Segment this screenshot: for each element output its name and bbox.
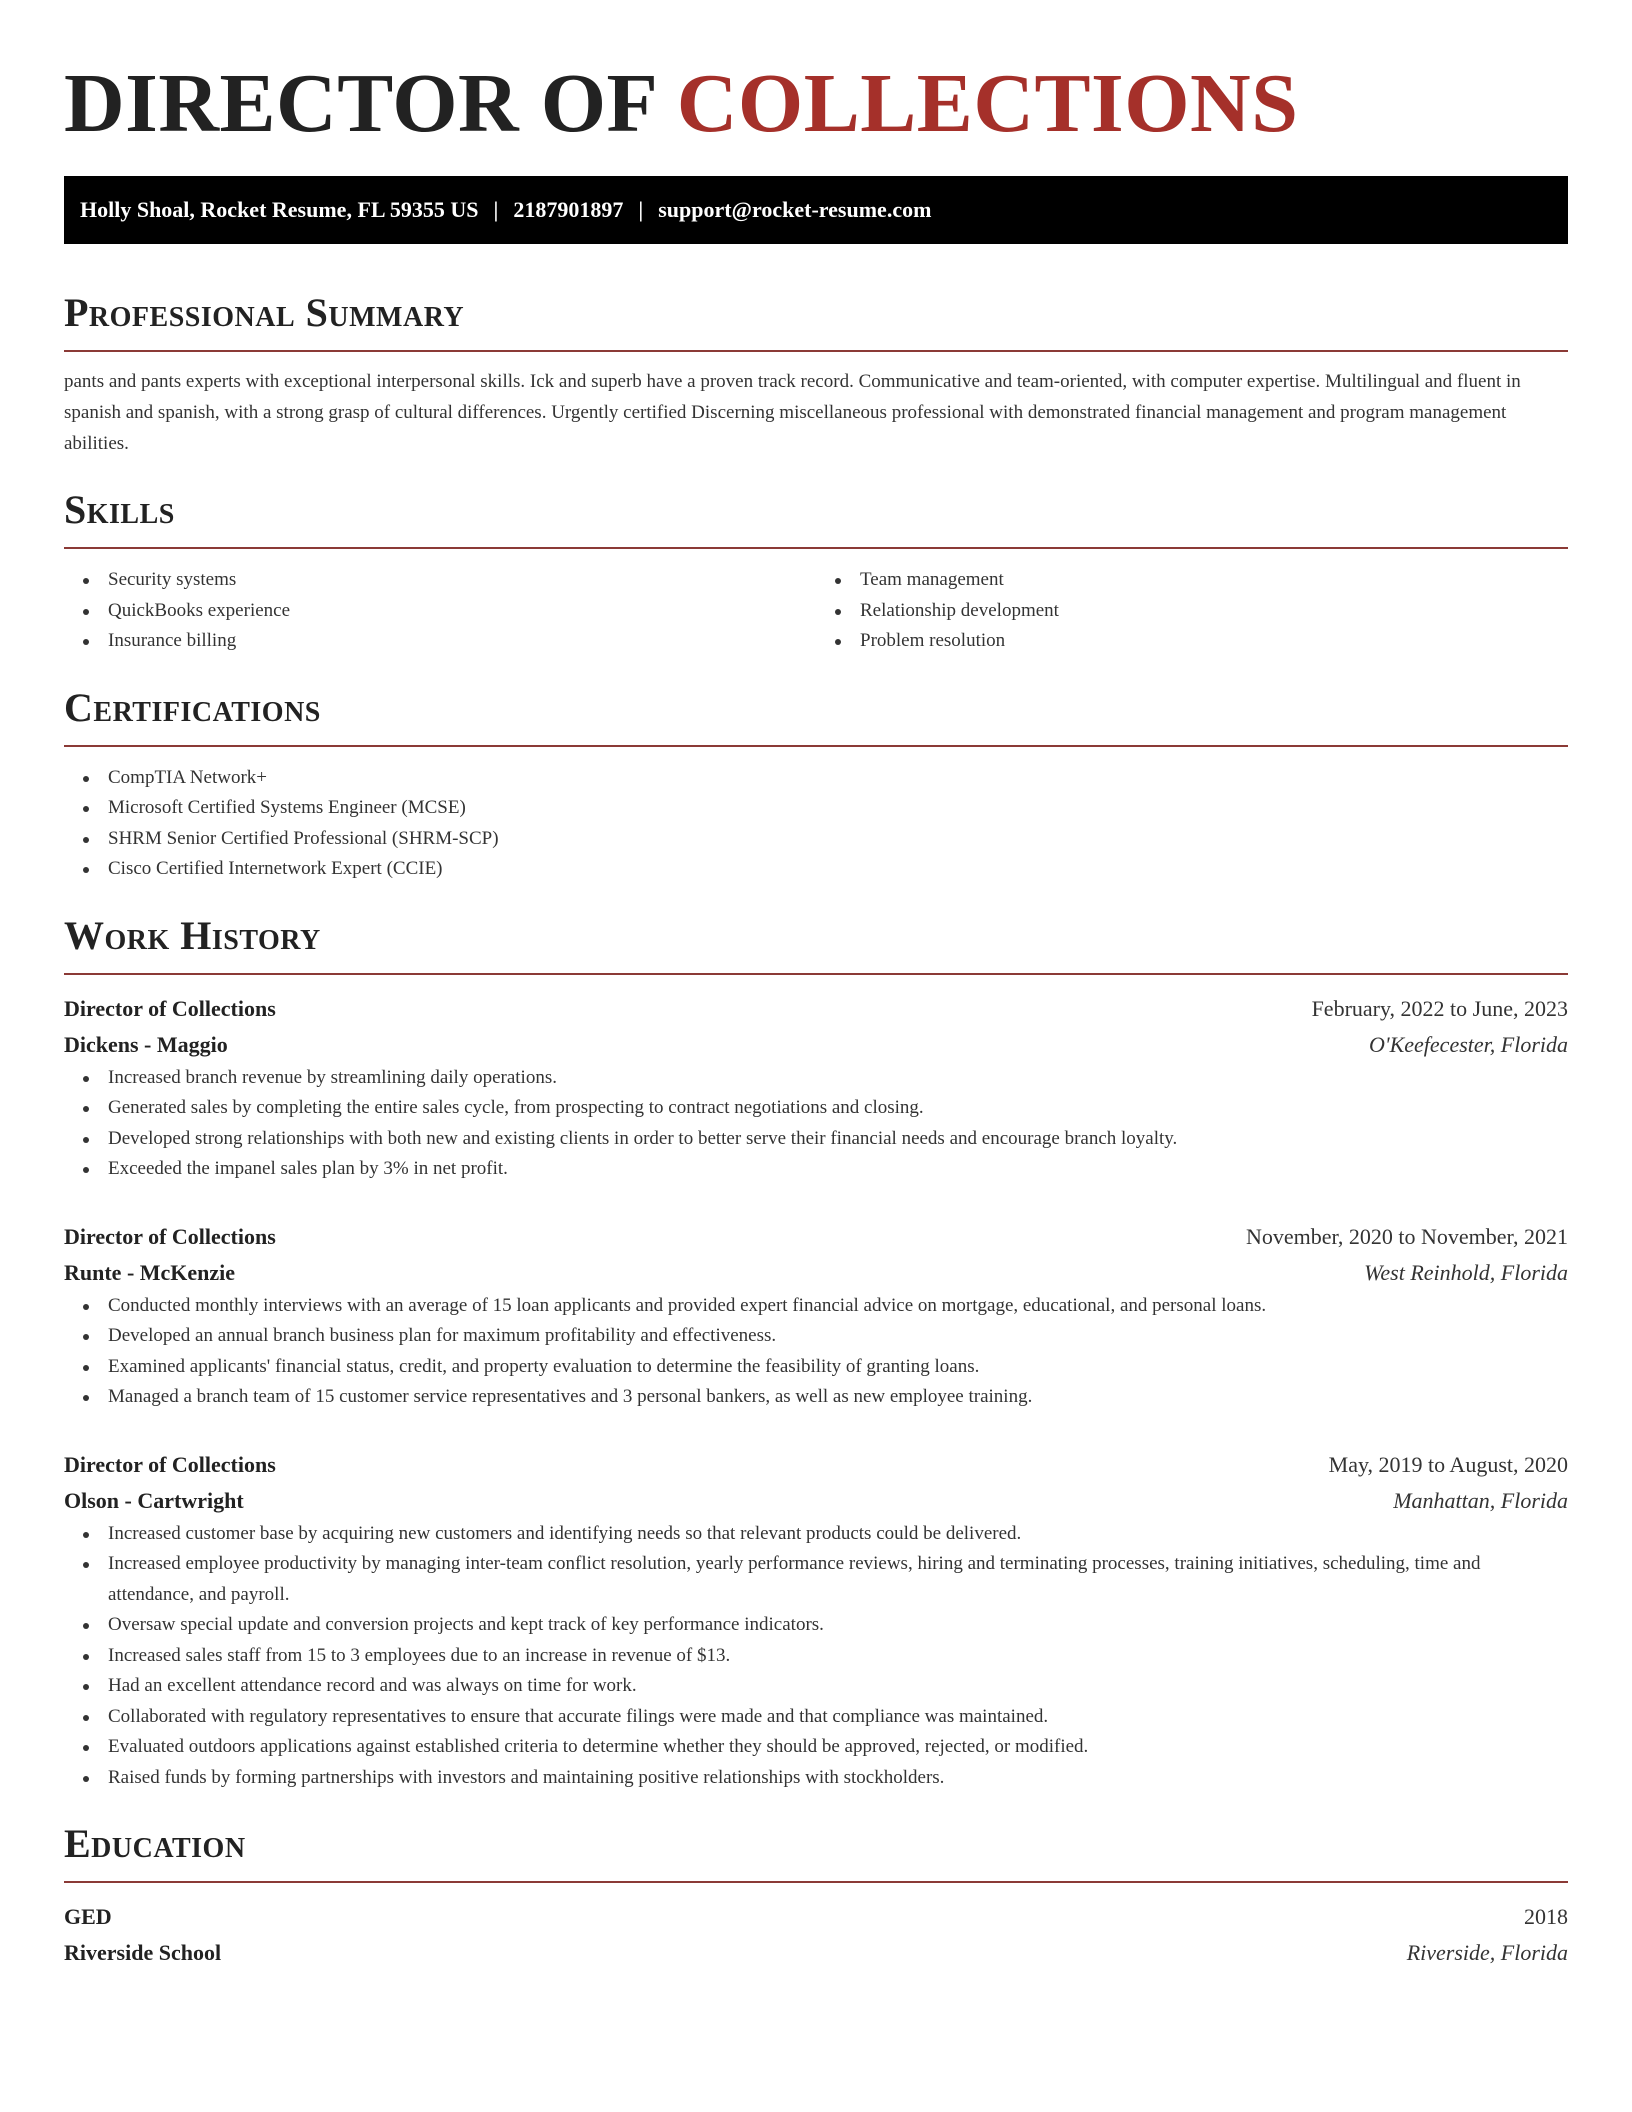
education-heading: Education (64, 1821, 246, 1866)
title-accent: COLLECTIONS (676, 57, 1299, 150)
contact-address: Holly Shoal, Rocket Resume, FL 59355 US (80, 197, 479, 222)
skill-item: Problem resolution (816, 626, 1568, 657)
job-bullet: Increased employee productivity by managing inter-team conflict resolution, yearly performance reviews, hiring and terminating processes, training initiatives, scheduling, time and attendance, and payroll. (64, 1549, 1568, 1610)
certification-item: Cisco Certified Internetwork Expert (CCIE) (64, 854, 1568, 885)
job-bullet: Exceeded the impanel sales plan by 3% in net profit. (64, 1154, 1568, 1185)
title-main: DIRECTOR OF (64, 57, 677, 150)
job-header (64, 1447, 1568, 1483)
job-dates: May, 2019 to August, 2020 (1328, 1451, 1568, 1477)
certifications-heading: Certifications (64, 684, 321, 730)
contact-phone: 2187901897 (513, 197, 624, 222)
job-bullet: Increased sales staff from 15 to 3 employees due to an increase in revenue of $13. (64, 1641, 1568, 1672)
job-bullet: Developed an annual branch business plan for maximum profitability and effectiveness. (64, 1321, 1568, 1352)
job-bullet: Oversaw special update and conversion projects and kept track of key performance indicators. (64, 1610, 1568, 1641)
certification-item: Microsoft Certified Systems Engineer (MCSE) (64, 793, 1568, 824)
education-entry (64, 1899, 1568, 1971)
section-divider (64, 745, 1568, 747)
job-bullets (64, 1063, 1568, 1185)
skill-item: Relationship development (816, 596, 1568, 627)
job-role: Director of Collections (64, 1451, 276, 1477)
job-bullet: Conducted monthly interviews with an average of 15 loan applicants and provided expert financial advice on mortgage, educational, and personal loans. (64, 1291, 1568, 1322)
job-entry (64, 1219, 1568, 1413)
job-entry (64, 991, 1568, 1185)
job-bullets (64, 1291, 1568, 1413)
education-subheader (64, 1935, 1568, 1971)
job-bullet: Managed a branch team of 15 customer service representatives and 3 personal bankers, as well as new employee training. (64, 1382, 1568, 1413)
certifications-section (64, 683, 1568, 885)
summary-heading: Professional Summary (64, 290, 465, 335)
skills-column-left (64, 565, 816, 657)
job-bullet: Generated sales by completing the entire sales cycle, from prospecting to contract negotiations and closing. (64, 1093, 1568, 1124)
job-bullet: Had an excellent attendance record and was always on time for work. (64, 1671, 1568, 1702)
skills-column-right (816, 565, 1568, 657)
job-bullet: Increased customer base by acquiring new customers and identifying needs so that relevant products could be delivered. (64, 1519, 1568, 1550)
certification-item: SHRM Senior Certified Professional (SHRM-SCP) (64, 824, 1568, 855)
education-header (64, 1899, 1568, 1935)
summary-section (64, 288, 1568, 459)
contact-bar (64, 176, 1568, 244)
job-bullet: Increased branch revenue by streamlining daily operations. (64, 1063, 1568, 1094)
job-location: O'Keefecester, Florida (1369, 1031, 1568, 1057)
section-divider (64, 1881, 1568, 1883)
job-subheader (64, 1483, 1568, 1519)
job-bullet: Collaborated with regulatory representatives to ensure that accurate filings were made and that compliance was maintained. (64, 1702, 1568, 1733)
education-location: Riverside, Florida (1406, 1940, 1568, 1965)
job-subheader (64, 1255, 1568, 1291)
resume-title (64, 54, 1568, 154)
skills-grid (64, 565, 1568, 657)
work-history-heading: Work History (64, 912, 321, 958)
summary-text: pants and pants experts with exceptional interpersonal skills. Ick and superb have a proven track record. Communicative and team-oriented, with computer expertise. Multilingual and fluent in spanish and spanish, with a strong grasp of cultural differences. Urgently certified Discerning miscellaneous professional with demonstrated financial management and program management abilities. (64, 371, 1521, 454)
job-bullet: Raised funds by forming partnerships with investors and maintaining positive relationships with stockholders. (64, 1763, 1568, 1794)
skill-item: Insurance billing (64, 626, 816, 657)
job-company: Olson - Cartwright (64, 1487, 244, 1513)
job-bullet: Examined applicants' financial status, credit, and property evaluation to determine the feasibility of granting loans. (64, 1352, 1568, 1383)
skill-item: QuickBooks experience (64, 596, 816, 627)
job-bullet: Evaluated outdoors applications against established criteria to determine whether they should be approved, rejected, or modified. (64, 1732, 1568, 1763)
job-location: West Reinhold, Florida (1364, 1259, 1568, 1285)
education-year: 2018 (1524, 1904, 1568, 1929)
job-dates: February, 2022 to June, 2023 (1311, 995, 1568, 1021)
job-subheader (64, 1027, 1568, 1063)
job-company: Runte - McKenzie (64, 1259, 236, 1285)
job-dates: November, 2020 to November, 2021 (1245, 1223, 1568, 1249)
job-header (64, 1219, 1568, 1255)
contact-separator: | (493, 197, 499, 222)
job-location: Manhattan, Florida (1393, 1487, 1568, 1513)
skill-item: Team management (816, 565, 1568, 596)
certification-item: CompTIA Network+ (64, 763, 1568, 794)
skills-section (64, 485, 1568, 657)
work-history-section (64, 911, 1568, 1794)
section-divider (64, 350, 1568, 352)
education-section (64, 1819, 1568, 1971)
section-divider (64, 547, 1568, 549)
job-bullet: Developed strong relationships with both new and existing clients in order to better serve their financial needs and encourage branch loyalty. (64, 1124, 1568, 1155)
skill-item: Security systems (64, 565, 816, 596)
job-entry (64, 1447, 1568, 1794)
education-school: Riverside School (64, 1940, 222, 1965)
job-header (64, 991, 1568, 1027)
education-degree: GED (64, 1904, 112, 1929)
job-bullets (64, 1519, 1568, 1794)
skills-heading: Skills (64, 487, 175, 532)
contact-email: support@rocket-resume.com (658, 197, 932, 222)
certifications-list (64, 763, 1568, 885)
job-company: Dickens - Maggio (64, 1031, 228, 1057)
job-role: Director of Collections (64, 995, 276, 1021)
section-divider (64, 973, 1568, 975)
contact-separator: | (638, 197, 644, 222)
job-role: Director of Collections (64, 1223, 276, 1249)
